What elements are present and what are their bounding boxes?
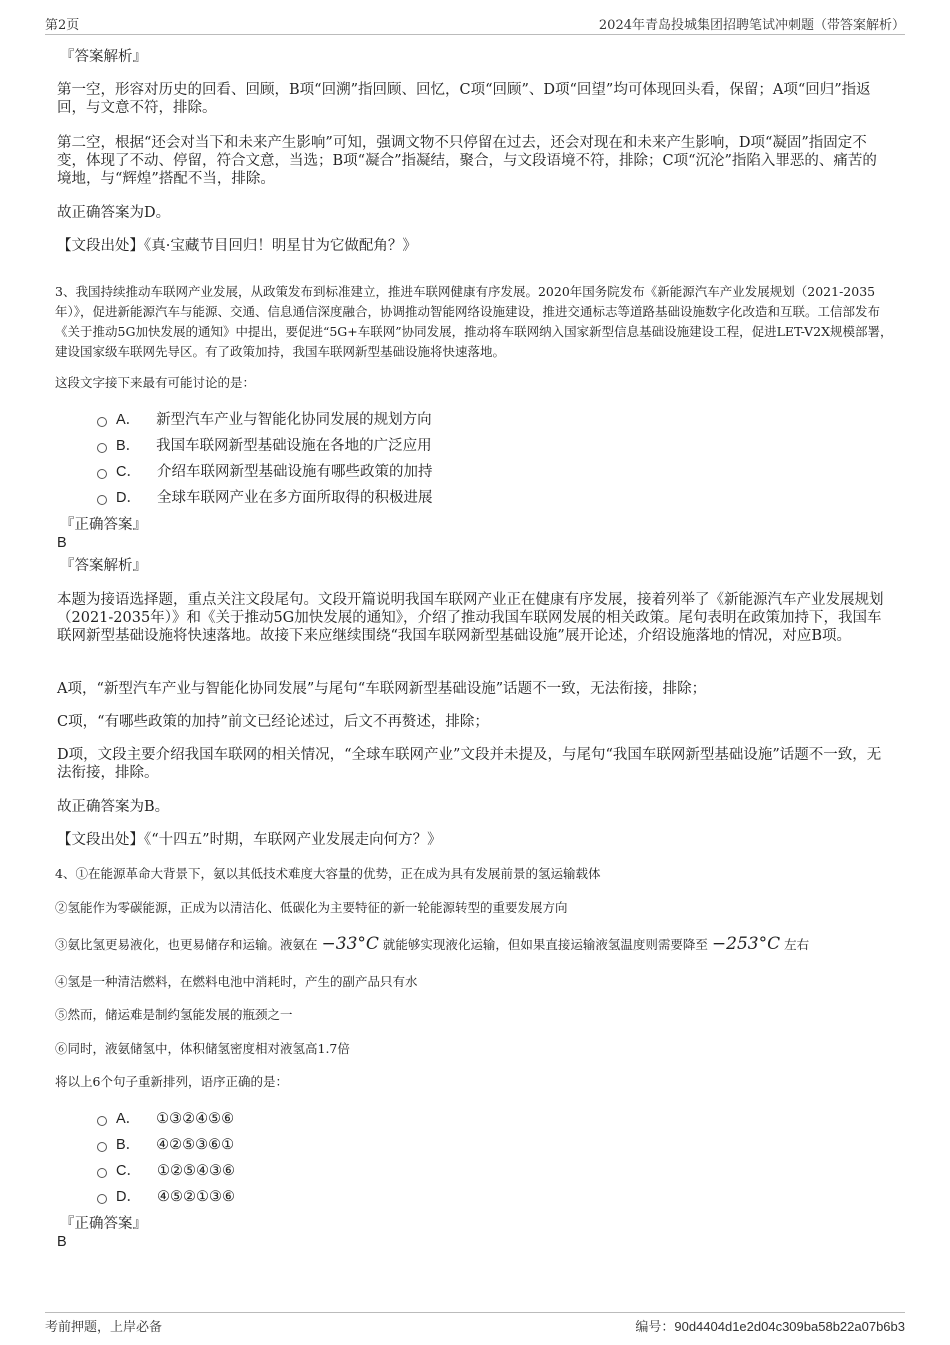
- question-4-sentence-2: ②氢能作为零碳能源，正成为以清洁化、低碳化为主要特征的新一轮能源转型的重要发展方向: [55, 900, 568, 915]
- radio-button[interactable]: [97, 469, 107, 479]
- question-4-option-a[interactable]: A． ①③②④⑤⑥: [97, 1108, 234, 1130]
- radio-button[interactable]: [97, 1194, 107, 1204]
- question-4-prompt: 将以上6个句子重新排列，语序正确的是：: [55, 1074, 288, 1089]
- answer-analysis-label: 『答案解析』: [60, 558, 147, 574]
- question-4-option-c[interactable]: C． ①②⑤④③⑥: [97, 1160, 235, 1182]
- analysis-paragraph: 本题为接语选择题，重点关注文段尾句。文段开篇说明我国车联网产业正在健康有序发展，接着列举了《新能源汽车产业发展规划（2021-2035年）》和《关于推动5G加快发展的通知》，介绍了推动我国车联网发展的相关政策。尾句表明在政策加持下，我国车联网新型基础设施将快速落地。故接下来应继续围绕“我国车联网新型基础设施”展开论述，介绍设施落地的情况，对应B项。: [57, 592, 884, 644]
- analysis-paragraph: 第一空，形容对历史的回看、回顾，B项“回溯”指回顾、回忆，C项“回顾”、D项“回望”均可体现回头看，保留；A项“回归”指返回，与文意不符，排除。: [57, 82, 871, 116]
- analysis-paragraph: C项，“有哪些政策的加持”前文已经论述过，后文不再赘述，排除；: [57, 714, 489, 730]
- question-3-option-a[interactable]: A． 新型汽车产业与智能化协同发展的规划方向: [97, 409, 432, 431]
- question-3-prompt: 这段文字接下来最有可能讨论的是：: [55, 375, 256, 390]
- radio-button[interactable]: [97, 443, 107, 453]
- radio-button[interactable]: [97, 1142, 107, 1152]
- answer-analysis-label: 『答案解析』: [60, 49, 147, 65]
- analysis-conclusion: 故正确答案为B。: [57, 799, 170, 815]
- question-4-sentence-6: ⑥同时，液氨储氢中，体积储氢密度相对液氢高1.7倍: [55, 1041, 350, 1056]
- analysis-conclusion: 故正确答案为D。: [57, 205, 171, 221]
- temperature-formula: −33°C: [321, 934, 379, 954]
- correct-answer-label: 『正确答案』: [60, 1216, 147, 1232]
- correct-answer: B: [57, 1234, 67, 1250]
- radio-button[interactable]: [97, 495, 107, 505]
- analysis-paragraph: D项，文段主要介绍我国车联网的相关情况，“全球车联网产业”文段并未提及，与尾句“我国车联网新型基础设施”话题不一致，无法衔接，排除。: [57, 747, 882, 781]
- document-code: 编号：90d4404d1e2d04c309ba58b22a07b6b3: [635, 1319, 905, 1335]
- question-4-sentence-4: ④氢是一种清洁燃料，在燃料电池中消耗时，产生的副产品只有水: [55, 974, 418, 989]
- question-3-option-d[interactable]: D． 全球车联网产业在多方面所取得的积极进展: [97, 487, 432, 509]
- radio-button[interactable]: [97, 417, 107, 427]
- temperature-formula: −253°C: [711, 934, 781, 954]
- radio-button[interactable]: [97, 1116, 107, 1126]
- footer-slogan: 考前押题，上岸必备: [45, 1320, 163, 1335]
- correct-answer: B: [57, 535, 67, 551]
- analysis-paragraph: 第二空，根据“还会对当下和未来产生影响”可知，强调文物不只停留在过去，还会对现在和未来产生影响，D项“凝固”指固定不变，体现了不动、停留，符合文意，当选；B项“凝合”指凝结，聚合，与文段语境不符，排除；C项“沉沦”指陷入罪恶的、痛苦的境地，与“辉煌”搭配不当，排除。: [57, 135, 877, 187]
- page-number: 第2页: [45, 18, 80, 33]
- page-header: [45, 14, 905, 35]
- question-4-option-d[interactable]: D． ④⑤②①③⑥: [97, 1186, 235, 1208]
- document-title: 2024年青岛投城集团招聘笔试冲刺题（带答案解析）: [598, 18, 905, 33]
- text-source: 【文段出处】《“十四五”时期，车联网产业发展走向何方？》: [57, 832, 442, 848]
- text-source: 【文段出处】《真·宝藏节目回归！明星甘为它做配角？》: [57, 238, 417, 254]
- question-4-sentence-5: ⑤然而，储运难是制约氢能发展的瓶颈之一: [55, 1007, 293, 1022]
- question-3-text: 3、我国持续推动车联网产业发展，从政策发布到标准建立，推进车联网健康有序发展。2020年国务院发布《新能源汽车产业发展规划（2021-2035年）》，促进新能源汽车与能源、交通、信息通信深度融合，协调推动智能网络设施建设，推进交通标志等道路基础设施数字化改造和互联。工信部发布《关于推动5G加快发展的通知》中提出，要促进“5G+车联网”协同发展，推动将车联网纳入国家新型信息基础设施建设工程，促进LET-V2X规模部署，建设国家级车联网先导区。有了政策加持，我国车联网新型基础设施将快速落地。: [55, 284, 893, 359]
- page-footer: [45, 1312, 905, 1337]
- radio-button[interactable]: [97, 1168, 107, 1178]
- question-3-option-b[interactable]: B． 我国车联网新型基础设施在各地的广泛应用: [97, 435, 432, 457]
- question-4-sentence-3: ③氨比氢更易液化，也更易储存和运输。液氨在 −33°C 就能够实现液化运输，但如果直接运输液氢温度则需要降至 −253°C 左右: [55, 934, 810, 954]
- analysis-paragraph: A项，“新型汽车产业与智能化协同发展”与尾句“车联网新型基础设施”话题不一致，无法衔接，排除；: [57, 681, 707, 697]
- correct-answer-label: 『正确答案』: [60, 517, 147, 533]
- question-3-option-c[interactable]: C． 介绍车联网新型基础设施有哪些政策的加持: [97, 461, 432, 483]
- question-4-sentence-1: 4、①在能源革命大背景下，氨以其低技术难度大容量的优势，正在成为具有发展前景的氢运输载体: [55, 866, 601, 881]
- question-4-option-b[interactable]: B． ④②⑤③⑥①: [97, 1134, 234, 1156]
